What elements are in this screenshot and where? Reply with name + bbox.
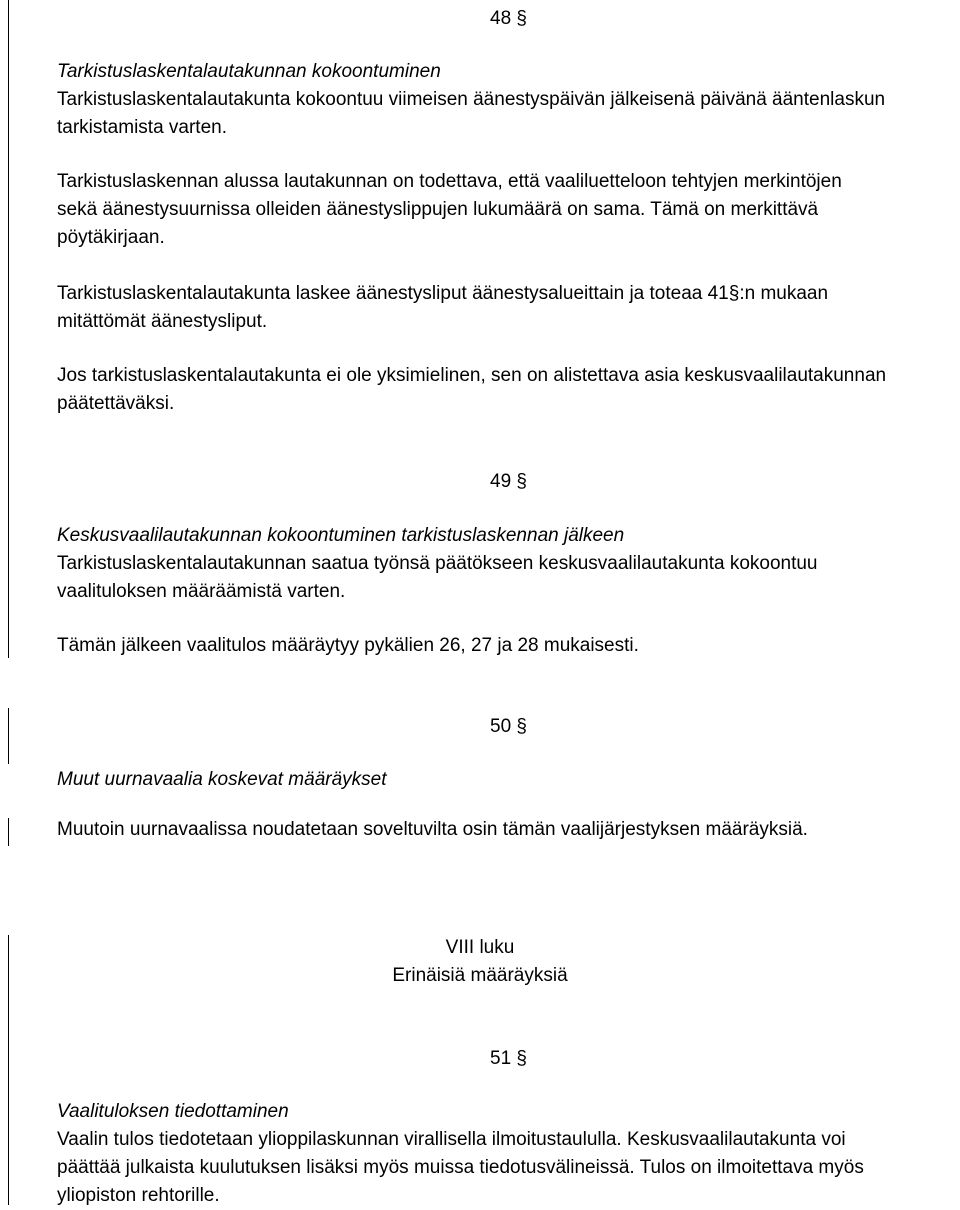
- section-50: [57, 766, 952, 794]
- change-bar: [8, 0, 9, 658]
- section-48: [57, 58, 952, 142]
- section-50-paragraph: [57, 816, 952, 844]
- paragraph-line: Muutoin uurnavaalissa noudatetaan soveltuvilta osin tämän vaalijärjestyksen määräyksiä.: [57, 819, 808, 840]
- section-number: 50 §: [490, 716, 527, 737]
- section-number: 49 §: [490, 471, 527, 492]
- paragraph-line: pöytäkirjaan.: [57, 227, 165, 248]
- section-heading: Keskusvaalilautakunnan kokoontuminen tarkistuslaskennan jälkeen: [57, 525, 625, 546]
- paragraph-line: yliopiston rehtorille.: [57, 1185, 220, 1206]
- paragraph-line: Tarkistuslaskennan alussa lautakunnan on todettava, että vaaliluetteloon tehtyjen merkintöjen: [57, 171, 842, 192]
- section-heading: Muut uurnavaalia koskevat määräykset: [57, 769, 387, 790]
- paragraph-line: Tarkistuslaskentalautakunnan saatua työnsä päätökseen keskusvaalilautakunta kokoontuu: [57, 553, 818, 574]
- section-48-paragraph-4: [57, 362, 952, 418]
- section-heading: Tarkistuslaskentalautakunnan kokoontuminen: [57, 61, 441, 82]
- change-bar: [8, 818, 9, 846]
- section-number: 51 §: [490, 1048, 527, 1069]
- chapter-title: Erinäisiä määräyksiä: [392, 965, 568, 986]
- paragraph-line: Tarkistuslaskentalautakunta laskee äänestysliput äänestysalueittain ja toteaa 41§:n mukaan: [57, 283, 829, 304]
- section-49-paragraph-2: [57, 632, 952, 660]
- chapter-number: VIII luku: [445, 937, 515, 958]
- paragraph-line: mitättömät äänestysliput.: [57, 311, 268, 332]
- section-number: 48 §: [490, 8, 527, 29]
- paragraph-line: Tämän jälkeen vaalitulos määräytyy pykälien 26, 27 ja 28 mukaisesti.: [57, 635, 639, 656]
- paragraph-line: Jos tarkistuslaskentalautakunta ei ole yksimielinen, sen on alistettava asia keskusvaalilautakunnan: [57, 365, 887, 386]
- paragraph-line: päättää julkaista kuulutuksen lisäksi myös muissa tiedotusvälineissä. Tulos on ilmoitettava myös: [57, 1157, 864, 1178]
- paragraph-line: Tarkistuslaskentalautakunta kokoontuu viimeisen äänestyspäivän jälkeisenä päivänä ääntenlaskun: [57, 89, 886, 110]
- paragraph-line: vaalituloksen määräämistä varten.: [57, 581, 346, 602]
- paragraph-line: sekä äänestysuurnissa olleiden äänestyslippujen lukumäärä on sama. Tämä on merkittävä: [57, 199, 819, 220]
- paragraph-line: Vaalin tulos tiedotetaan ylioppilaskunnan virallisella ilmoitustaululla. Keskusvaalilautakunta voi: [57, 1129, 846, 1150]
- paragraph-line: päätettäväksi.: [57, 393, 175, 414]
- section-49: [57, 522, 952, 606]
- section-48-paragraph-3: [57, 280, 952, 336]
- change-bar: [8, 708, 9, 764]
- section-51: [57, 1098, 952, 1210]
- section-heading: Vaalituloksen tiedottaminen: [57, 1101, 289, 1122]
- paragraph-line: tarkistamista varten.: [57, 117, 227, 138]
- section-48-paragraph-2: [57, 168, 952, 252]
